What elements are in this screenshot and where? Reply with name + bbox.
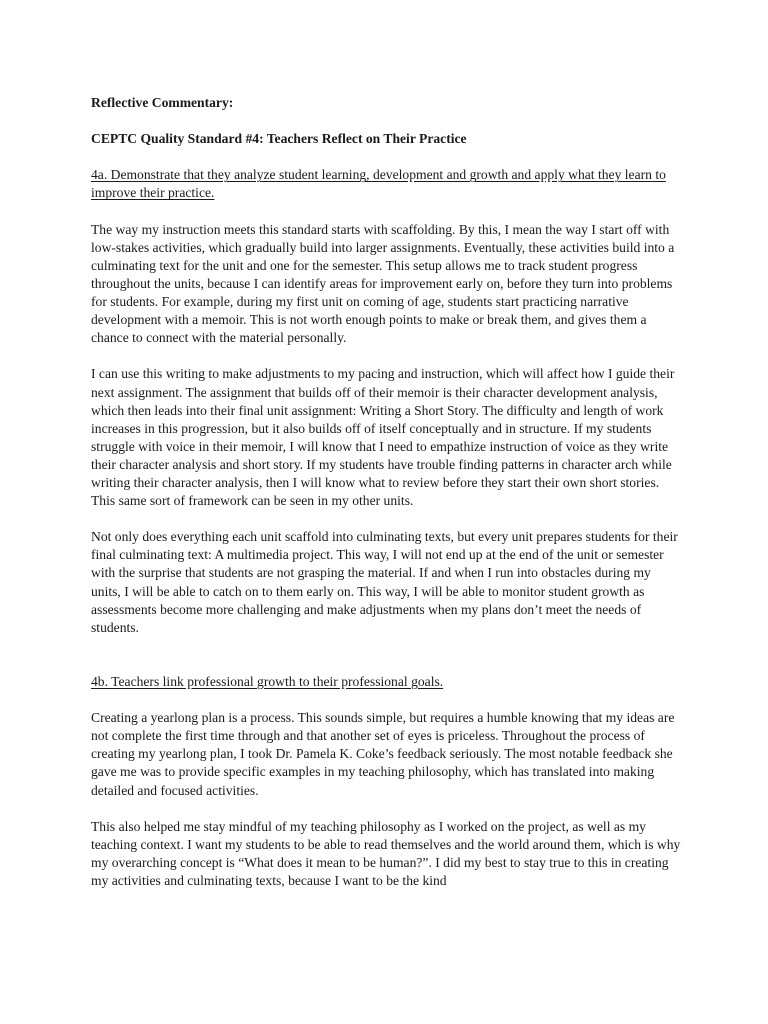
standard-title: CEPTC Quality Standard #4: Teachers Reflect on Their Practice [91, 131, 467, 147]
section-4a-paragraph-1: The way my instruction meets this standard starts with scaffolding. By this, I mean the way I start off with low-stakes activities, which gradually build into larger assignments. Eventually, these activities build into a culminating text for the unit and one for the semester. This setup allows me to track student progress throughout the units, because I can identify areas for improvement early on, before they turn into problems for students. For example, during my first unit on coming of age, students start practicing narrative development with a memoir. This is not worth enough points to make or break them, and gives them a chance to connect with the material personally. [91, 221, 675, 346]
section-4a-title: 4a. Demonstrate that they analyze student learning, development and growth and apply what they learn to improve their practice. [91, 167, 666, 201]
section-4a-paragraph-2: I can use this writing to make adjustments to my pacing and instruction, which will affect how I guide their next assignment. The assignment that builds off of their memoir is their character development analysis, which then leads into their final unit assignment: Writing a Short Story. The difficulty and length of work increases in this progression, but it also builds off of itself conceptually and in structure. If my students struggle with voice in their memoir, I will know that I need to empathize instruction of voice as they write their character analysis and short story. If my students have trouble finding patterns in character arch while writing their character analysis, then I will know what to review before they start their own short stories. This same sort of framework can be seen in my other units. [91, 366, 675, 509]
section-4b-paragraph-1: Creating a yearlong plan is a process. This sounds simple, but requires a humble knowing that my ideas are not complete the first time through and that another set of eyes is priceless. Throughout the process of creating my yearlong plan, I took Dr. Pamela K. Coke’s feedback seriously. The most notable feedback she gave me was to provide specific examples in my teaching philosophy, which has translated into making detailed and focused activities. [91, 710, 675, 798]
document-body [91, 94, 681, 908]
section-4b-paragraph-2: This also helped me stay mindful of my teaching philosophy as I worked on the project, as well as my teaching context. I want my students to be able to read themselves and the world around them, which is why my overarching concept is “What does it mean to be human?”. I did my best to stay true to this in creating my activities and culminating texts, because I want to be the kind [91, 818, 681, 889]
section-spacer [91, 655, 681, 673]
section-4b-title: 4b. Teachers link professional growth to their professional goals. [91, 674, 444, 689]
document-heading: Reflective Commentary: [91, 95, 234, 110]
section-4a-paragraph-3: Not only does everything each unit scaffold into culminating texts, but every unit prepares students for their final culminating text: A multimedia project. This way, I will not end up at the end of the unit or semester with the surprise that students are not grasping the material. If and when I run into obstacles during my units, I will be able to catch on to them early on. This way, I will be able to monitor student growth as assessments become more challenging and make adjustments when my plans don’t meet the needs of students. [91, 529, 678, 635]
